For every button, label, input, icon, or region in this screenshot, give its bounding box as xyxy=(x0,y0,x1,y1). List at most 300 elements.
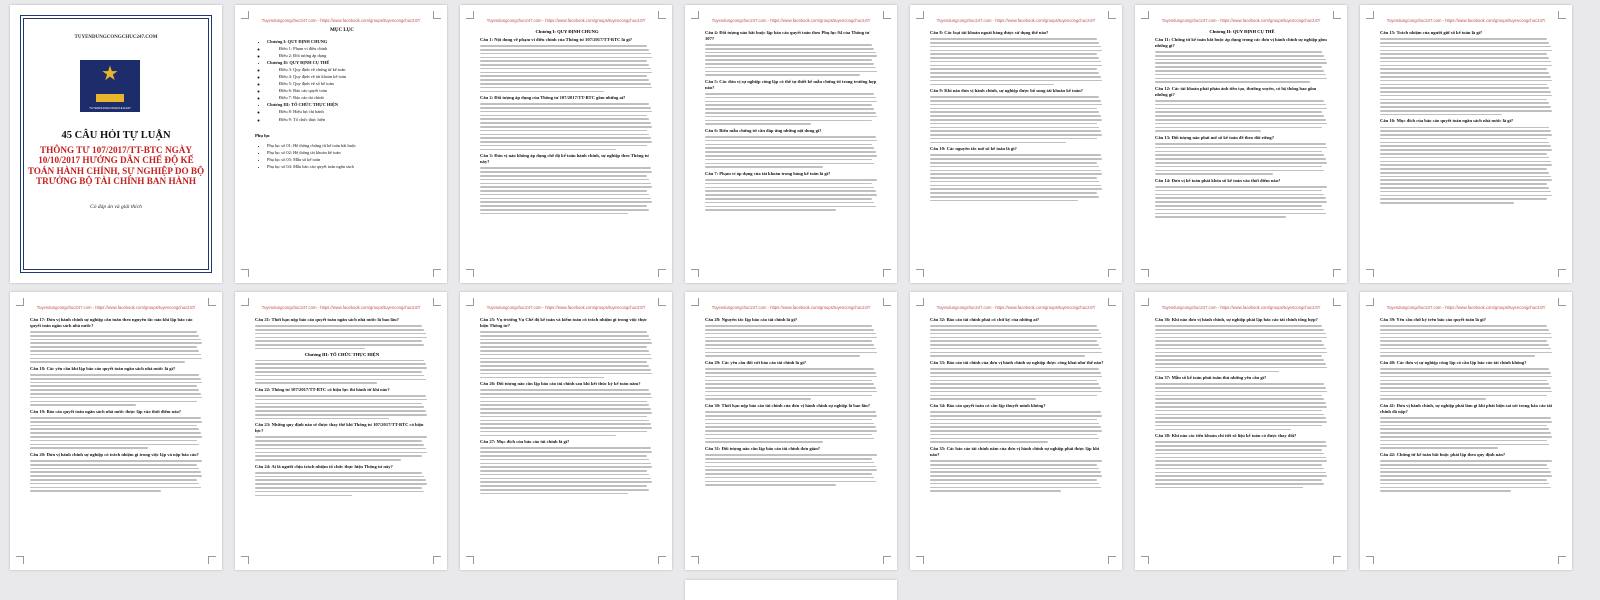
text-line xyxy=(1380,195,1552,197)
text-line xyxy=(480,459,649,461)
text-line xyxy=(30,331,197,333)
text-line xyxy=(1380,161,1551,163)
text-line xyxy=(930,134,1102,136)
text-line xyxy=(1380,340,1547,342)
text-line xyxy=(930,181,1099,183)
text-line xyxy=(30,444,199,446)
text-line xyxy=(1380,352,1552,354)
toc-item[interactable]: ◦ Điều 8: Hiệu lực thi hành xyxy=(267,108,429,115)
text-line xyxy=(480,45,647,47)
text-line xyxy=(1155,457,1326,459)
text-line xyxy=(255,410,426,412)
text-line xyxy=(30,342,202,344)
text-line xyxy=(480,167,651,169)
text-line xyxy=(930,398,1036,400)
text-line xyxy=(1155,421,1327,423)
text-line xyxy=(480,489,649,491)
text-line xyxy=(1155,201,1327,203)
text-line xyxy=(705,466,876,468)
text-line xyxy=(1155,213,1326,215)
text-line xyxy=(705,123,811,125)
document-page[interactable] xyxy=(235,292,447,570)
text-line xyxy=(930,325,1097,327)
text-line xyxy=(480,365,649,367)
document-page[interactable] xyxy=(685,5,897,283)
text-line xyxy=(480,68,651,70)
text-line xyxy=(930,142,1066,144)
text-line xyxy=(480,198,651,200)
text-line xyxy=(255,382,377,384)
toc-item[interactable]: ◦ Điều 9: Tổ chức thực hiện xyxy=(267,116,429,123)
text-line xyxy=(705,380,872,382)
text-line xyxy=(1155,108,1327,110)
text-line xyxy=(1380,487,1551,489)
text-line xyxy=(30,397,202,399)
question-heading: Câu 35: Các báo cáo tài chính năm của đơn vị hành chính sự nghiệp phải được lập khi nào? xyxy=(930,446,1100,457)
page-header: Tuyendungcongchuc247.com - https://www.facebook.com/groups/tuyencongchuc247/ xyxy=(1161,305,1321,310)
question-heading: Câu 11: Chứng từ kế toán bắt buộc áp dụng trong các đơn vị hành chính sự nghiệp gồm những gì? xyxy=(1155,37,1327,48)
text-line xyxy=(1155,59,1326,61)
toc-item[interactable]: ◦ Điều 4: Quy định về tài khoản kế toán xyxy=(267,73,429,80)
question-heading: Câu 39: Yêu cầu chữ ký trên báo cáo quyết toán là gì? xyxy=(1380,317,1486,322)
text-line xyxy=(30,464,197,466)
text-line xyxy=(930,177,1097,179)
text-line xyxy=(1380,183,1547,185)
text-line xyxy=(255,418,389,420)
text-line xyxy=(930,104,1102,106)
text-line xyxy=(1155,348,1326,350)
question-heading: Câu 17: Đơn vị hành chính sự nghiệp cần tuân theo nguyên tắc nào khi lập báo cáo quyết toán ngân sách nhà nước? xyxy=(30,317,193,328)
text-line xyxy=(30,436,202,438)
page-header: Tuyendungcongchuc247.com - https://www.facebook.com/groups/tuyencongchuc247/ xyxy=(936,18,1096,23)
text-line xyxy=(30,401,197,403)
toc-item[interactable]: ◦ Điều 2: Đối tượng áp dụng xyxy=(267,52,429,59)
text-line xyxy=(1155,209,1324,211)
text-line xyxy=(1380,153,1547,155)
text-line xyxy=(1380,325,1547,327)
text-line xyxy=(1155,55,1324,57)
text-line xyxy=(1380,176,1551,178)
text-line xyxy=(930,173,1102,175)
toc-item[interactable]: ◦ Điều 6: Báo cáo quyết toán xyxy=(267,87,429,94)
toc-item[interactable]: ◦ Điều 7: Báo cáo tài chính xyxy=(267,94,429,101)
text-line xyxy=(1380,387,1551,389)
toc-title: MỤC LỤC xyxy=(330,28,354,33)
text-line xyxy=(1380,428,1549,430)
document-page[interactable] xyxy=(1360,292,1572,570)
text-line xyxy=(705,454,877,456)
text-line xyxy=(1155,468,1324,470)
text-line xyxy=(930,434,1097,436)
question-heading: Câu 15: Trách nhiệm của người giữ sổ kế toán là gì? xyxy=(1380,30,1483,35)
text-line xyxy=(930,395,1097,397)
document-page[interactable] xyxy=(460,292,672,570)
text-line xyxy=(930,419,1097,421)
star-icon: ★ xyxy=(101,63,119,85)
text-line xyxy=(480,412,652,414)
text-line xyxy=(255,371,422,373)
text-line xyxy=(705,159,872,161)
text-line xyxy=(1380,348,1551,350)
text-line xyxy=(705,423,874,425)
text-line xyxy=(1155,363,1326,365)
text-line xyxy=(480,60,647,62)
question-heading: Câu 7: Phạm vi áp dụng của tài khoản trong bảng kế toán là gì? xyxy=(705,170,831,176)
toc-item[interactable]: ◦ Điều 1: Phạm vi điều chỉnh xyxy=(267,45,429,52)
page-body xyxy=(930,314,1104,558)
toc-chapter[interactable]: • Chương III: TỔ CHỨC THỰC HIỆN xyxy=(267,101,429,108)
text-line xyxy=(1155,464,1322,466)
page-header: Tuyendungcongchuc247.com - https://www.facebook.com/groups/tuyencongchuc247/ xyxy=(261,305,421,310)
document-page-toc[interactable] xyxy=(235,5,447,283)
text-line xyxy=(1380,91,1551,93)
text-line xyxy=(1155,154,1324,156)
text-line xyxy=(1380,46,1551,48)
text-line xyxy=(1155,130,1261,132)
text-line xyxy=(1155,406,1327,408)
question-heading: Câu 41: Đơn vị hành chính, sự nghiệp phải làm gì khi phát hiện sai sót trong báo cáo tài chính đã nộp? xyxy=(1380,403,1552,414)
text-line xyxy=(705,198,872,200)
page-body xyxy=(705,314,879,558)
text-line xyxy=(480,342,652,344)
text-line xyxy=(255,495,352,497)
text-line xyxy=(1155,78,1327,80)
text-line xyxy=(30,378,201,380)
text-line xyxy=(1155,487,1303,489)
text-line xyxy=(1155,387,1326,389)
text-line xyxy=(480,478,651,480)
text-line xyxy=(705,116,877,118)
page-header: Tuyendungcongchuc247.com - https://www.facebook.com/groups/tuyencongchuc247/ xyxy=(486,305,646,310)
text-line xyxy=(705,112,876,114)
text-line xyxy=(1380,383,1549,385)
text-line xyxy=(1380,50,1552,52)
text-line xyxy=(1380,157,1549,159)
text-line xyxy=(1380,168,1547,170)
text-line xyxy=(30,475,202,477)
document-page[interactable] xyxy=(1360,5,1572,283)
text-line xyxy=(255,476,424,478)
text-line xyxy=(480,346,647,348)
text-line xyxy=(1155,216,1286,218)
text-line xyxy=(1155,111,1322,113)
text-line xyxy=(930,57,1099,59)
question-heading: Câu 40: Các đơn vị sự nghiệp công lập có cần lập báo cáo tài chính không? xyxy=(1380,360,1527,365)
text-line xyxy=(1155,74,1326,76)
text-line xyxy=(480,474,649,476)
toc-chapter[interactable]: • Chương I: QUY ĐỊNH CHUNG xyxy=(267,38,429,45)
text-line xyxy=(1155,162,1327,164)
text-line xyxy=(480,72,652,74)
text-line xyxy=(1380,106,1551,108)
text-line xyxy=(480,213,628,215)
text-line xyxy=(480,358,652,360)
text-line xyxy=(480,427,652,429)
text-line xyxy=(480,373,652,375)
text-line xyxy=(705,368,874,370)
text-line xyxy=(480,53,651,55)
text-line xyxy=(480,423,651,425)
text-line xyxy=(1380,114,1502,116)
table-of-contents xyxy=(255,27,429,271)
text-line xyxy=(480,183,651,185)
text-line xyxy=(480,408,651,410)
text-line xyxy=(480,389,649,391)
question-heading: Câu 34: Báo cáo quyết toán có cần lập thuyết minh không? xyxy=(930,403,1046,408)
text-line xyxy=(1155,483,1324,485)
text-line xyxy=(1155,429,1291,431)
text-line xyxy=(930,108,1097,110)
toc-appendix-item[interactable]: • Phụ lục số 02: Hệ thống tài khoản kế toán xyxy=(267,149,429,156)
text-line xyxy=(930,441,1048,443)
question-heading: Câu 4: Đối tượng nào bắt buộc lập báo cáo quyết toán theo Phụ lục 04 của Thông tư 107? xyxy=(705,30,870,41)
text-line xyxy=(930,329,1099,331)
text-line xyxy=(705,163,874,165)
text-line xyxy=(30,358,202,360)
text-line xyxy=(1155,100,1324,102)
question-heading: Câu 19: Báo cáo quyết toán ngân sách nhà nước được lập vào thời điểm nào? xyxy=(30,408,182,414)
text-line xyxy=(1380,421,1552,423)
question-heading: Câu 1: Nội dung về phạm vi điều chỉnh của Thông tư 107/2017/TT-BTC là gì? xyxy=(480,37,633,42)
chapter-heading: Chương II: QUY ĐỊNH CỤ THỂ xyxy=(1209,29,1275,34)
text-line xyxy=(1155,194,1324,196)
text-line xyxy=(480,103,649,105)
text-line xyxy=(1380,134,1552,136)
text-line xyxy=(930,80,1102,82)
document-page-cover[interactable] xyxy=(10,5,222,283)
text-line xyxy=(930,166,1099,168)
text-line xyxy=(1155,425,1322,427)
text-line xyxy=(705,97,876,99)
text-line xyxy=(705,202,874,204)
text-line xyxy=(1155,81,1310,83)
text-line xyxy=(930,185,1101,187)
text-line xyxy=(480,83,651,85)
text-line xyxy=(930,50,1102,52)
text-line xyxy=(930,119,1102,121)
document-page[interactable] xyxy=(460,5,672,283)
document-page-partial[interactable] xyxy=(685,580,897,600)
text-line xyxy=(1155,414,1324,416)
text-line xyxy=(30,346,197,348)
text-line xyxy=(930,162,1097,164)
text-line xyxy=(705,194,877,196)
text-line xyxy=(30,425,197,427)
text-line xyxy=(930,100,1101,102)
text-line xyxy=(1380,479,1547,481)
text-line xyxy=(1380,149,1552,151)
question-heading: Câu 16: Mục đích của báo cáo quyết toán ngân sách nhà nước là gì? xyxy=(1380,118,1514,124)
text-line xyxy=(30,479,197,481)
text-line xyxy=(255,329,424,331)
text-line xyxy=(30,490,161,492)
text-line xyxy=(705,398,811,400)
text-line xyxy=(705,395,872,397)
question-heading: Câu 5: Các đơn vị sự nghiệp công lập có thể tự thiết kế mẫu chứng từ trong trường hợp nào? xyxy=(705,78,877,90)
text-line xyxy=(930,438,1099,440)
text-line xyxy=(30,417,201,419)
text-line xyxy=(480,493,628,495)
text-line xyxy=(480,447,651,449)
text-line xyxy=(705,348,876,350)
text-line xyxy=(1380,417,1551,419)
text-line xyxy=(1380,38,1547,40)
text-line xyxy=(30,404,136,406)
text-line xyxy=(1380,344,1549,346)
document-page[interactable] xyxy=(10,292,222,570)
text-line xyxy=(705,376,877,378)
question-heading: Câu 30: Thời hạn nộp báo cáo tài chính của đơn vị hành chính sự nghiệp là bao lâu? xyxy=(705,403,871,408)
toc-appendix-title: Phụ lục xyxy=(255,132,270,138)
text-line xyxy=(255,395,426,397)
text-line xyxy=(930,115,1101,117)
text-line xyxy=(930,464,1097,466)
text-line xyxy=(705,419,872,421)
text-line xyxy=(480,335,649,337)
document-page[interactable] xyxy=(910,5,1122,283)
page-body xyxy=(1380,27,1554,271)
toc-appendix-item[interactable]: • Phụ lục số 03: Mẫu sổ kế toán xyxy=(267,156,429,163)
text-line xyxy=(30,421,202,423)
document-page[interactable] xyxy=(910,292,1122,570)
text-line xyxy=(705,101,877,103)
text-line xyxy=(1155,352,1327,354)
text-line xyxy=(1155,367,1327,369)
text-line xyxy=(480,331,647,333)
question-heading: Câu 20: Đơn vị hành chính sự nghiệp có trách nhiệm gì trong việc lập và nộp báo cáo? xyxy=(30,451,199,457)
text-line xyxy=(1155,147,1327,149)
text-line xyxy=(930,415,1102,417)
text-line xyxy=(930,340,1097,342)
question-heading: Câu 9: Khi nào đơn vị hành chính, sự nghiệp được bổ sung tài khoản kế toán? xyxy=(930,88,1083,94)
text-line xyxy=(1380,72,1549,74)
text-line xyxy=(255,455,422,457)
text-line xyxy=(255,487,422,489)
text-line xyxy=(1155,445,1327,447)
text-line xyxy=(30,339,201,341)
page-body xyxy=(30,314,204,558)
text-line xyxy=(930,352,1102,354)
page-body xyxy=(480,27,654,271)
document-page[interactable] xyxy=(685,292,897,570)
document-page[interactable] xyxy=(1135,292,1347,570)
text-line xyxy=(1155,359,1324,361)
text-line xyxy=(705,340,872,342)
text-line xyxy=(1380,179,1552,181)
text-line xyxy=(1155,325,1322,327)
text-line xyxy=(1380,329,1549,331)
text-line xyxy=(705,59,872,61)
text-line xyxy=(30,374,199,376)
text-line xyxy=(1155,472,1326,474)
text-line xyxy=(480,137,651,139)
text-line xyxy=(1155,355,1322,357)
text-line xyxy=(480,485,647,487)
text-line xyxy=(30,428,199,430)
text-line xyxy=(480,194,649,196)
toc-item[interactable]: ◦ Điều 5: Quy định về sổ kế toán xyxy=(267,80,429,87)
text-line xyxy=(30,350,199,352)
toc-chapter[interactable]: • Chương II: QUY ĐỊNH CỤ THỂ xyxy=(267,59,429,66)
question-heading: Câu 3: Đơn vị nào không áp dụng chế độ kế toán hành chính, sự nghiệp theo Thông tư này? xyxy=(480,153,649,165)
text-line xyxy=(480,361,647,363)
text-line xyxy=(930,483,1099,485)
text-line xyxy=(930,53,1097,55)
text-line xyxy=(1380,110,1552,112)
toc-item[interactable]: ◦ Điều 3: Quy định về chứng từ kế toán xyxy=(267,66,429,73)
text-line xyxy=(930,460,1102,462)
text-line xyxy=(1155,344,1324,346)
text-line xyxy=(705,93,874,95)
chapter-heading: Chương I: QUY ĐỊNH CHUNG xyxy=(535,29,599,34)
text-line xyxy=(1380,202,1514,204)
text-line xyxy=(930,383,1099,385)
text-line xyxy=(1380,65,1552,67)
text-line xyxy=(480,431,647,433)
page-header: Tuyendungcongchuc247.com - https://www.facebook.com/groups/tuyencongchuc247/ xyxy=(936,305,1096,310)
text-line xyxy=(1380,391,1552,393)
text-line xyxy=(1380,468,1549,470)
text-line xyxy=(705,426,876,428)
text-line xyxy=(1155,143,1326,145)
text-line xyxy=(480,466,652,468)
text-line xyxy=(930,391,1102,393)
text-line xyxy=(1380,172,1549,174)
text-line xyxy=(1380,398,1486,400)
text-line xyxy=(1155,66,1322,68)
text-line xyxy=(930,76,1101,78)
text-line xyxy=(705,55,877,57)
text-line xyxy=(1380,464,1547,466)
page-body xyxy=(930,27,1104,271)
text-line xyxy=(1155,127,1322,129)
text-line xyxy=(480,141,652,143)
text-line xyxy=(1380,380,1547,382)
toc-appendix-item[interactable]: • Phụ lục số 01: Hệ thống chứng từ kế toán bắt buộc xyxy=(267,142,429,149)
text-line xyxy=(255,436,427,438)
text-line xyxy=(705,462,874,464)
text-line xyxy=(1155,340,1322,342)
text-line xyxy=(30,389,199,391)
text-line xyxy=(255,399,427,401)
text-line xyxy=(480,451,652,453)
text-line xyxy=(480,57,652,59)
text-line xyxy=(930,475,1102,477)
text-line xyxy=(930,348,1101,350)
text-line xyxy=(930,46,1101,48)
text-line xyxy=(705,355,860,357)
page-header: Tuyendungcongchuc247.com - https://www.facebook.com/groups/tuyencongchuc247/ xyxy=(711,18,871,23)
text-line xyxy=(255,348,365,350)
text-line xyxy=(480,404,649,406)
text-line xyxy=(1155,460,1327,462)
text-line xyxy=(705,48,874,50)
text-line xyxy=(705,74,860,76)
text-line xyxy=(1155,205,1322,207)
text-line xyxy=(930,376,1102,378)
toc-appendix-item[interactable]: • Phụ lục số 04: Mẫu báo cáo quyết toán ngân sách xyxy=(267,163,429,170)
text-line xyxy=(480,134,649,136)
text-line xyxy=(255,379,426,381)
text-line xyxy=(930,170,1101,172)
text-line xyxy=(480,122,651,124)
text-line xyxy=(930,200,1078,202)
text-line xyxy=(480,463,651,465)
document-page[interactable] xyxy=(1135,5,1347,283)
text-line xyxy=(480,435,616,437)
page-body xyxy=(480,314,654,558)
text-line xyxy=(930,426,1101,428)
